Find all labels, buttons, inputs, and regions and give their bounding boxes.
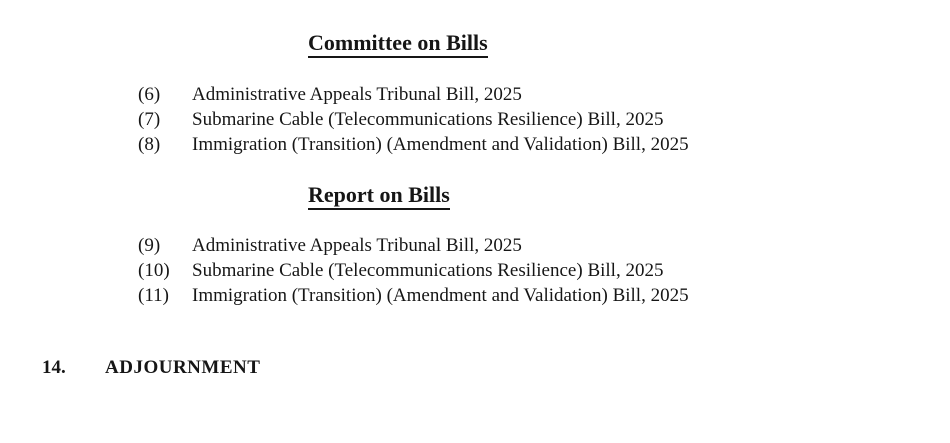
bill-row: [138, 107, 689, 132]
section-heading-text: Report on Bills: [308, 182, 450, 210]
bill-row: [138, 258, 689, 283]
bill-row: [138, 132, 689, 157]
committee-bill-list: [138, 82, 689, 157]
section-heading-committee-on-bills: [308, 31, 488, 55]
adjournment-number: 14.: [42, 357, 66, 378]
adjournment-row: [42, 356, 260, 380]
bill-title: Immigration (Transition) (Amendment and Validation) Bill, 2025: [192, 134, 689, 155]
section-heading-text: Committee on Bills: [308, 30, 488, 58]
bill-title: Administrative Appeals Tribunal Bill, 2025: [192, 84, 522, 105]
bill-number: (8): [138, 134, 161, 155]
bill-title: Immigration (Transition) (Amendment and Validation) Bill, 2025: [192, 285, 689, 306]
bill-number: (7): [138, 109, 161, 130]
report-bill-list: [138, 233, 689, 308]
bill-number: (6): [138, 84, 161, 105]
bill-number: (10): [138, 260, 170, 281]
bill-row: [138, 82, 689, 107]
adjournment-label: ADJOURNMENT: [105, 357, 261, 378]
bill-title: Administrative Appeals Tribunal Bill, 2025: [192, 235, 522, 256]
bill-row: [138, 233, 689, 258]
bill-row: [138, 283, 689, 308]
bill-number: (9): [138, 235, 161, 256]
bill-title: Submarine Cable (Telecommunications Resilience) Bill, 2025: [192, 260, 664, 281]
section-heading-report-on-bills: [308, 183, 450, 207]
bill-title: Submarine Cable (Telecommunications Resilience) Bill, 2025: [192, 109, 664, 130]
bill-number: (11): [138, 285, 169, 306]
